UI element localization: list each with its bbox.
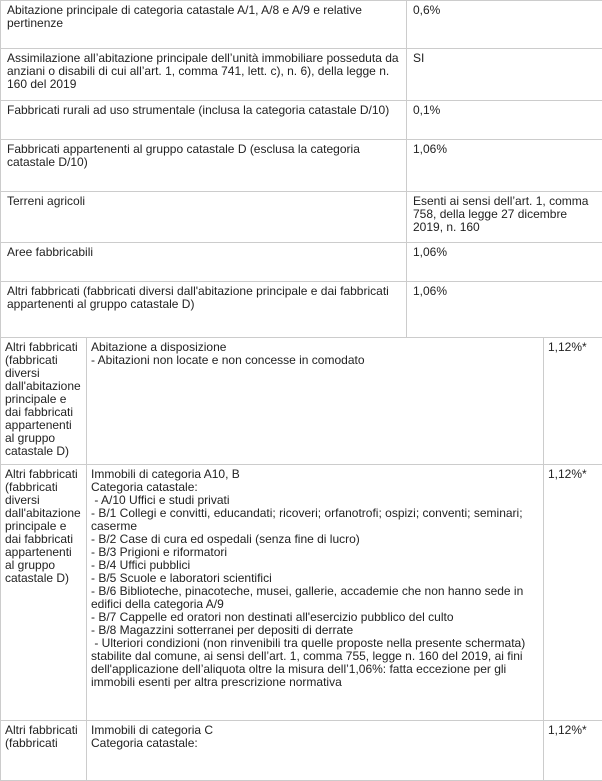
row-detail bbox=[87, 721, 544, 781]
row-label: Terreni agricoli bbox=[1, 192, 407, 243]
table-row bbox=[1, 101, 602, 140]
row-category: Altri fabbricati (fabbricati diversi dall'abitazione principale e dai fabbricati appartenenti al gruppo catastale D) bbox=[1, 465, 87, 721]
row-value: 1,12%* bbox=[544, 338, 602, 465]
row-label: Fabbricati rurali ad uso strumentale (inclusa la categoria catastale D/10) bbox=[1, 101, 407, 140]
row-value: 1,06% bbox=[407, 140, 602, 192]
row-label: Altri fabbricati (fabbricati diversi dall'abitazione principale e dai fabbricati appartenenti al gruppo catastale D) bbox=[1, 282, 407, 338]
row-value: 1,12%* bbox=[544, 721, 602, 781]
row-label: Fabbricati appartenenti al gruppo catastale D (esclusa la categoria catastale D/10) bbox=[1, 140, 407, 192]
detail-line: - B/8 Magazzini sotterranei per depositi di derrate bbox=[91, 624, 539, 637]
table-row bbox=[1, 49, 602, 101]
detail-line: - Ulteriori condizioni (non rinvenibili tra quelle proposte nella presente schermata) stabilite dal comune, ai sensi dell’art. 1, comma 755, legge n. 160 del 2019, ai fini dell'applicazione dell’aliquota oltre la misura dell’1,06%: fatta eccezione per gli immobili esenti per altra prescrizione normativa bbox=[91, 637, 539, 689]
detail-line: - B/3 Prigioni e riformatori bbox=[91, 546, 539, 559]
row-value: 0,1% bbox=[407, 101, 602, 140]
table-row bbox=[1, 140, 602, 192]
row-value: SI bbox=[407, 49, 602, 101]
detail-line: - Abitazioni non locate e non concesse in comodato bbox=[91, 354, 539, 367]
row-value: Esenti ai sensi dell’art. 1, comma 758, della legge 27 dicembre 2019, n. 160 bbox=[407, 192, 602, 243]
row-label: Abitazione principale di categoria catastale A/1, A/8 e A/9 e relative pertinenze bbox=[1, 1, 407, 49]
row-label: Aree fabbricabili bbox=[1, 243, 407, 282]
table-row bbox=[1, 282, 602, 338]
detail-line: Abitazione a disposizione bbox=[91, 341, 539, 354]
detail-line: - B/7 Cappelle ed oratori non destinati all'esercizio pubblico del culto bbox=[91, 611, 539, 624]
table-row bbox=[1, 338, 602, 465]
table-row bbox=[1, 243, 602, 282]
row-category: Altri fabbricati (fabbricati diversi dall'abitazione principale e dai fabbricati appartenenti al gruppo catastale D) bbox=[1, 338, 87, 465]
row-value: 1,06% bbox=[407, 243, 602, 282]
row-value: 0,6% bbox=[407, 1, 602, 49]
table-row bbox=[1, 192, 602, 243]
row-detail bbox=[87, 465, 544, 721]
table-row bbox=[1, 721, 602, 781]
detail-line: Immobili di categoria A10, B bbox=[91, 468, 539, 481]
row-value: 1,12%* bbox=[544, 465, 602, 721]
detail-line: Immobili di categoria C bbox=[91, 724, 539, 737]
table-row bbox=[1, 1, 602, 49]
detail-line: - B/1 Collegi e convitti, educandati; ricoveri; orfanotrofi; ospizi; conventi; seminari; caserme bbox=[91, 507, 539, 533]
row-value: 1,06% bbox=[407, 282, 602, 338]
detail-line: - B/2 Case di cura ed ospedali (senza fine di lucro) bbox=[91, 533, 539, 546]
table-row bbox=[1, 465, 602, 721]
row-category: Altri fabbricati (fabbricati bbox=[1, 721, 87, 781]
rates-table-three-column bbox=[0, 337, 602, 781]
row-detail bbox=[87, 338, 544, 465]
row-label: Assimilazione all’abitazione principale dell’unità immobiliare posseduta da anziani o disabili di cui all’art. 1, comma 741, lett. c), n. 6), della legge n. 160 del 2019 bbox=[1, 49, 407, 101]
detail-line: - B/6 Biblioteche, pinacoteche, musei, gallerie, accademie che non hanno sede in edifici della categoria A/9 bbox=[91, 585, 539, 611]
detail-line: Categoria catastale: bbox=[91, 481, 539, 494]
detail-line: - B/5 Scuole e laboratori scientifici bbox=[91, 572, 539, 585]
rates-table-two-column bbox=[0, 0, 602, 338]
detail-line: - A/10 Uffici e studi privati bbox=[91, 494, 539, 507]
detail-line: - B/4 Uffici pubblici bbox=[91, 559, 539, 572]
detail-line: Categoria catastale: bbox=[91, 737, 539, 750]
